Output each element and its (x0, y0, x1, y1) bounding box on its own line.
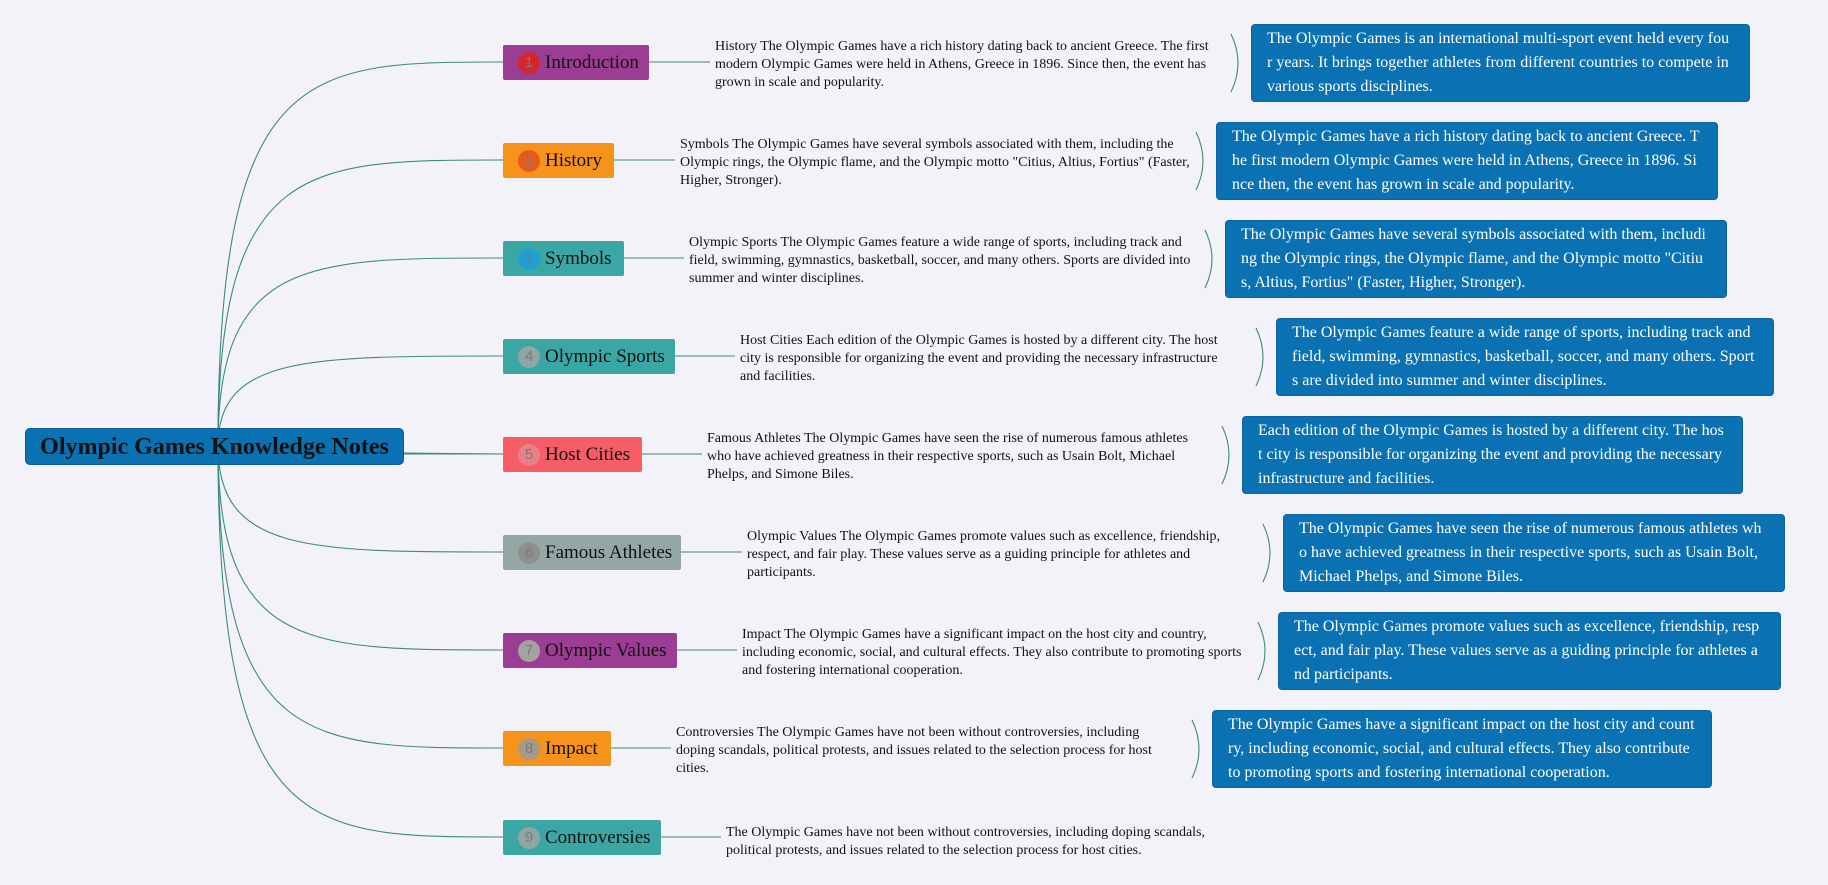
detail-card[interactable]: The Olympic Games have a rich history dating back to ancient Greece. The first modern Olympic Games were held in Athens, Greece in 1896. Since then, the event has grown in scale and popularity. (1216, 122, 1718, 200)
topic-label: Impact (545, 738, 598, 759)
topic-introduction[interactable] (503, 45, 649, 80)
topic-summary: Famous Athletes The Olympic Games have seen the rise of numerous famous athletes who have achieved greatness in their respective sports, such as Usain Bolt, Michael Phelps, and Simone Biles. (707, 431, 1189, 482)
number-badge-icon: 8 (518, 738, 540, 760)
number-badge-icon: 6 (518, 542, 540, 564)
topic-summary: Host Cities Each edition of the Olympic Games is hosted by a different city. The host city is responsible for organizing the event and providing the necessary infrastructure and facilities. (740, 333, 1218, 384)
detail-card[interactable]: The Olympic Games feature a wide range of sports, including track and field, swimming, gymnastics, basketball, soccer, and many others. Sports are divided into summer and winter disciplines. (1276, 318, 1774, 396)
topic-label: Introduction (545, 52, 639, 73)
topic-summary: Olympic Values The Olympic Games promote values such as excellence, friendship, respect, and fair play. These values serve as a guiding principle for athletes and participants. (747, 529, 1221, 580)
root-line (404, 453, 503, 454)
topic-label: Host Cities (545, 444, 630, 465)
topic-symbols[interactable] (503, 241, 624, 276)
detail-card[interactable]: The Olympic Games is an international multi-sport event held every four years. It brings together athletes from different countries to compete in various sports disciplines. (1251, 24, 1750, 102)
bracket-line (1205, 230, 1212, 288)
topic-summary: Controversies The Olympic Games have not been without controversies, including doping scandals, political protests, and issues related to the selection process for host cities. (676, 725, 1152, 776)
topic-label: Olympic Sports (545, 346, 665, 367)
topic-label: Symbols (545, 248, 612, 269)
bracket-line (1258, 622, 1265, 680)
topic-olympic-sports[interactable] (503, 339, 675, 374)
bracket-line (1196, 132, 1203, 190)
branch-line (218, 160, 503, 446)
bracket-line (1222, 426, 1229, 484)
bracket-line (1231, 34, 1238, 92)
number-badge-icon: 2 (518, 150, 540, 172)
bracket-line (1192, 720, 1199, 778)
detail-card[interactable]: Each edition of the Olympic Games is hosted by a different city. The host city is responsible for organizing the event and providing the necessary infrastructure and facilities. (1242, 416, 1743, 494)
branch-line (218, 446, 503, 837)
detail-card[interactable]: The Olympic Games have seen the rise of numerous famous athletes who have achieved greatness in their respective sports, such as Usain Bolt, Michael Phelps, and Simone Biles. (1283, 514, 1785, 592)
topic-label: Controversies (545, 827, 651, 848)
bracket-line (1263, 524, 1270, 582)
number-badge-icon: 9 (518, 827, 540, 849)
number-badge-icon: 3 (518, 248, 540, 270)
number-badge-icon: 7 (518, 640, 540, 662)
topic-label: History (545, 150, 602, 171)
topic-label: Famous Athletes (545, 542, 673, 563)
bracket-line (1256, 328, 1263, 386)
branch-line (218, 258, 503, 446)
topic-summary: Impact The Olympic Games have a significant impact on the host city and country, including economic, social, and cultural effects. They also contribute to promoting sports and fostering international cooperation. (742, 627, 1242, 678)
topic-summary: Symbols The Olympic Games have several symbols associated with them, including the Olympic rings, the Olympic flame, and the Olympic motto "Citius, Altius, Fortius" (Faster, Higher, Stronger). (680, 137, 1190, 188)
topic-history[interactable] (503, 143, 614, 178)
branch-line (218, 62, 503, 446)
branch-line (218, 446, 503, 748)
topic-impact[interactable] (503, 731, 611, 766)
topic-summary: The Olympic Games have not been without controversies, including doping scandals, political protests, and issues related to the selection process for host cities. (726, 825, 1206, 858)
topic-controversies[interactable] (503, 820, 661, 855)
branch-line (218, 446, 503, 650)
topic-summary: Olympic Sports The Olympic Games feature a wide range of sports, including track and field, swimming, gymnastics, basketball, soccer, and many others. Sports are divided into summer and winter disciplines. (689, 235, 1191, 286)
number-badge-icon: 4 (518, 346, 540, 368)
number-badge-icon: 1 (518, 52, 540, 74)
root-topic[interactable]: Olympic Games Knowledge Notes (25, 428, 404, 465)
topic-olympic-values[interactable] (503, 633, 677, 668)
detail-card[interactable]: The Olympic Games have a significant impact on the host city and country, including economic, social, and cultural effects. They also contribute to promoting sports and fostering international cooperation. (1212, 710, 1712, 788)
topic-host-cities[interactable] (503, 437, 642, 472)
detail-card[interactable]: The Olympic Games have several symbols associated with them, including the Olympic rings, the Olympic flame, and the Olympic motto "Citius, Altius, Fortius" (Faster, Higher, Stronger). (1225, 220, 1727, 298)
topic-label: Olympic Values (545, 640, 667, 661)
topic-famous-athletes[interactable] (503, 535, 681, 570)
number-badge-icon: 5 (518, 444, 540, 466)
detail-card[interactable]: The Olympic Games promote values such as excellence, friendship, respect, and fair play. These values serve as a guiding principle for athletes and participants. (1278, 612, 1781, 690)
topic-summary: History The Olympic Games have a rich history dating back to ancient Greece. The first modern Olympic Games were held in Athens, Greece in 1896. Since then, the event has grown in scale and popularity. (715, 39, 1209, 90)
